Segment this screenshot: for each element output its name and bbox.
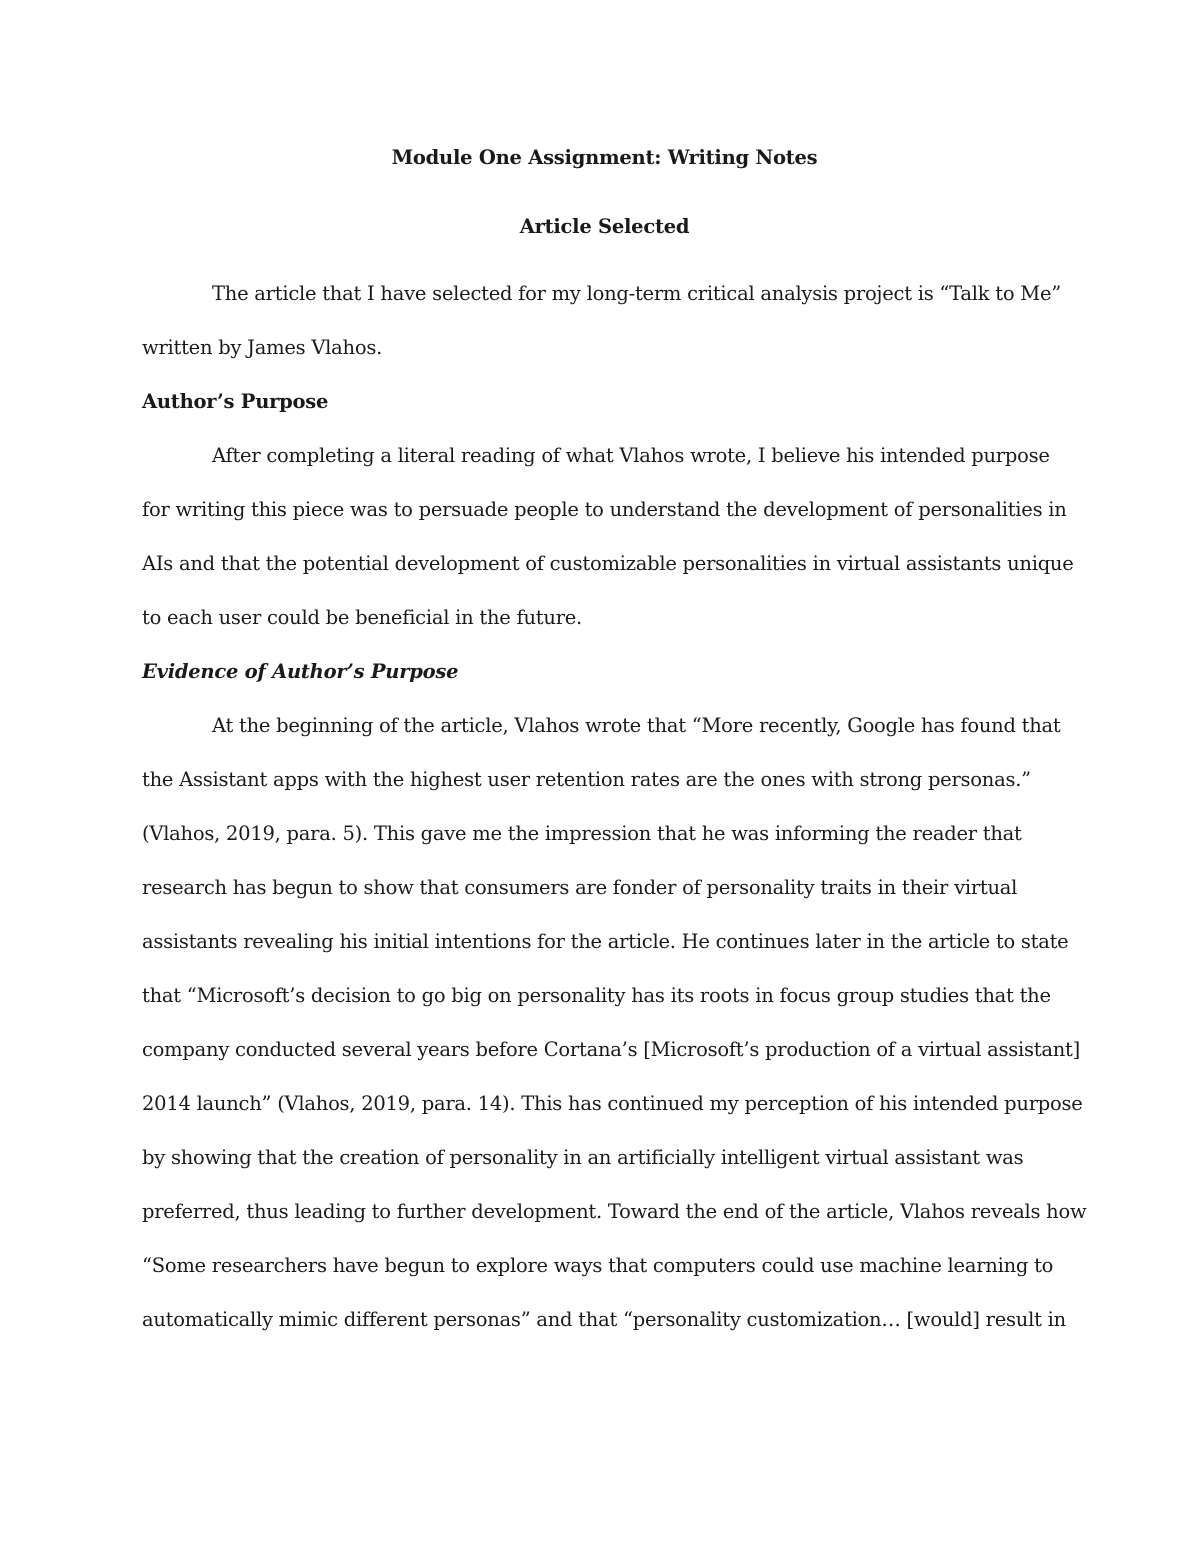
paragraph-line: research has begun to show that consumers are fonder of personality traits in their virtual xyxy=(142,876,1018,899)
paragraph-line: assistants revealing his initial intentions for the article. He continues later in the article to state xyxy=(142,930,1069,953)
section-heading-evidence: Evidence of Author’s Purpose xyxy=(142,660,459,683)
document-title: Module One Assignment: Writing Notes xyxy=(391,146,818,169)
paragraph-line: by showing that the creation of personality in an artificially intelligent virtual assistant was xyxy=(142,1146,1024,1169)
section-heading-authors-purpose: Author’s Purpose xyxy=(142,390,329,413)
paragraph-line: to each user could be beneficial in the future. xyxy=(142,606,583,629)
paragraph-line: the Assistant apps with the highest user retention rates are the ones with strong personas.” xyxy=(142,768,1031,791)
paragraph-line: At the beginning of the article, Vlahos wrote that “More recently, Google has found that xyxy=(212,714,1061,737)
paragraph-line: (Vlahos, 2019, para. 5). This gave me the impression that he was informing the reader that xyxy=(142,822,1022,845)
paragraph-line: that “Microsoft’s decision to go big on personality has its roots in focus group studies that the xyxy=(142,984,1051,1007)
document-body xyxy=(142,135,1087,1347)
paragraph-line: After completing a literal reading of what Vlahos wrote, I believe his intended purpose xyxy=(212,444,1050,467)
paragraph-line: The article that I have selected for my long-term critical analysis project is “Talk to Me” xyxy=(212,282,1062,305)
paragraph-line: 2014 launch” (Vlahos, 2019, para. 14). This has continued my perception of his intended purpose xyxy=(142,1092,1083,1115)
paragraph-line: company conducted several years before Cortana’s [Microsoft’s production of a virtual assistant] xyxy=(142,1038,1080,1061)
section-heading-article-selected: Article Selected xyxy=(519,215,690,238)
paragraph-evidence xyxy=(142,699,1087,1347)
paragraph-line: automatically mimic different personas” and that “personality customization… [would] result in xyxy=(142,1308,1066,1331)
paragraph-line: for writing this piece was to persuade people to understand the development of personalities in xyxy=(142,498,1067,521)
paragraph-line: written by James Vlahos. xyxy=(142,336,383,359)
paragraph-authors-purpose xyxy=(142,429,1074,645)
paragraph-line: “Some researchers have begun to explore ways that computers could use machine learning to xyxy=(142,1254,1054,1277)
paragraph-line: AIs and that the potential development of customizable personalities in virtual assistants unique xyxy=(142,552,1074,575)
paragraph-article-selected xyxy=(142,267,1067,375)
paragraph-line: preferred, thus leading to further development. Toward the end of the article, Vlahos reveals how xyxy=(142,1200,1087,1223)
